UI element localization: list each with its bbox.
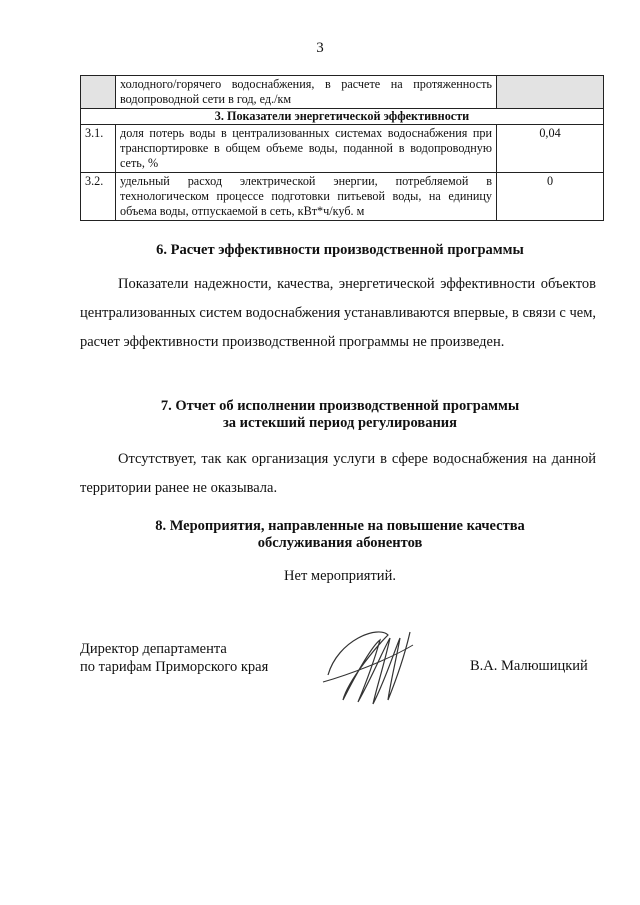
section7-heading-line2: за истекший период регулирования [222,415,458,431]
table-row-continued [81,76,604,109]
section6-heading: 6. Расчет эффективности производственной программы [156,242,524,258]
table-cell-num: 3.2. [81,173,116,221]
section6-text: Показатели надежности, качества, энергетической эффективности объектов централизованных систем водоснабжения устанавливаются впервые, в связи с чем, расчет эффективности производственной программы не произведен. [80,276,596,350]
section8-text: Нет мероприятий. [284,568,396,584]
table-row [81,173,604,221]
section7-text: Отсутствует, так как организация услуги в сфере водоснабжения на данной территории ранее не оказывала. [80,451,596,496]
signatory-title [80,640,268,676]
table-cell-desc: доля потерь воды в централизованных системах водоснабжения при транспортировке в общем объеме воды, поданной в водопроводную сеть, % [116,125,497,173]
section8-heading-line1: 8. Мероприятия, направленные на повышение качества [155,518,525,534]
table-cell-num [81,76,116,109]
table-row [81,125,604,173]
page-number: 3 [316,40,324,56]
table-section-row [81,109,604,125]
table-cell-desc: удельный расход электрической энергии, потребляемой в технологическом процессе подготовки питьевой воды, на единицу объема воды, отпускаемой в сеть, кВт*ч/куб. м [116,173,497,221]
section7-heading [40,398,640,432]
signatory-title-line1: Директор департамента [80,641,227,657]
indicators-table [80,75,604,221]
signatory-name: В.А. Малюшицкий [470,658,588,674]
table-section-header: 3. Показатели энергетической эффективности [81,109,604,125]
signatory-title-line2: по тарифам Приморского края [80,659,269,675]
table-cell-desc: холодного/горячего водоснабжения, в расчете на протяженность водопроводной сети в год, ед./км [116,76,497,109]
section7-heading-line1: 7. Отчет об исполнении производственной программы [160,398,520,414]
section8-heading [40,518,640,552]
table-cell-num: 3.1. [81,125,116,173]
table-cell-value: 0 [497,173,604,221]
section6-paragraph [80,270,596,357]
handwritten-signature [318,620,418,710]
table-cell-value: 0,04 [497,125,604,173]
section7-paragraph [80,445,596,503]
table-cell-value [497,76,604,109]
section8-heading-line2: обслуживания абонентов [257,535,423,551]
